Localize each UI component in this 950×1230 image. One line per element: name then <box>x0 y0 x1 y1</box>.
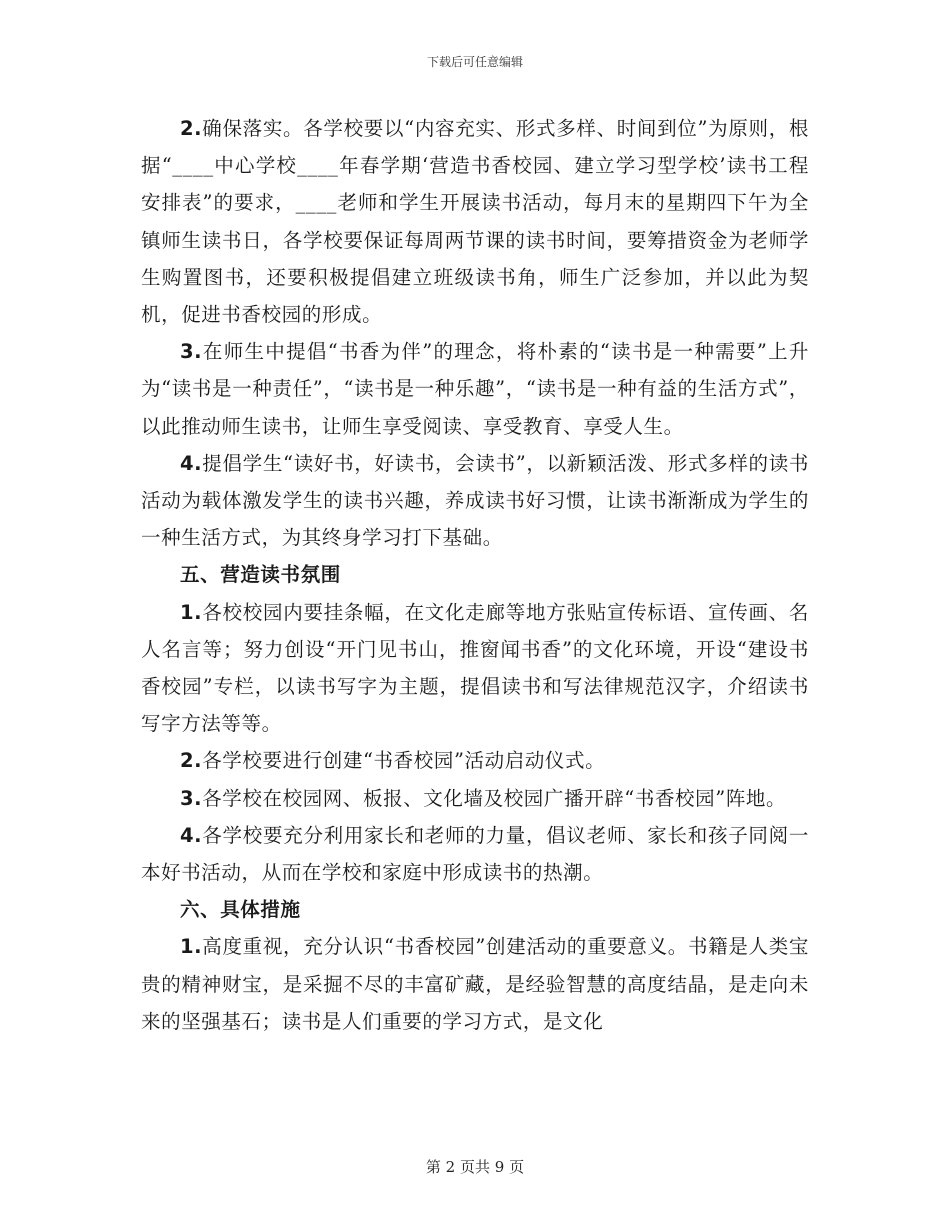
page-footer: 第 2 页共 9 页 <box>425 1158 525 1176</box>
paragraph <box>141 742 809 779</box>
section-heading: 五、营造读书氛围 <box>180 563 341 587</box>
item-number: 3. <box>180 786 203 810</box>
item-number: 4. <box>180 823 203 847</box>
paragraph-text: 各学校在校园网、板报、文化墙及校园广播开辟“书香校园”阵地。 <box>202 786 787 810</box>
paragraph-text: 高度重视，充分认识“书香校园”创建活动的重要意义。书籍是人类宝贵的精神财宝，是采掘不尽的丰富矿藏，是经验智慧的高度结晶，是走向未来的坚强基石；读书是人们重要的学习方式，是文化 <box>141 935 809 1033</box>
paragraph <box>141 445 809 557</box>
paragraph-text: 提倡学生“读好书，好读书，会读书”，以新颖活泼、形式多样的读书活动为载体激发学生的读书兴趣，养成读书好习惯，让读书渐渐成为学生的一种生活方式，为其终身学习打下基础。 <box>141 451 809 550</box>
item-number: 4. <box>180 451 203 475</box>
paragraph <box>141 780 809 817</box>
paragraph-text: 在师生中提倡“书香为伴”的理念，将朴素的“读书是一种需要”上升为“读书是一种责任”，“读书是一种乐趣”，“读书是一种有益的生活方式”，以此推动师生读书，让师生享受阅读、享受教育、享受人生。 <box>141 340 809 438</box>
paragraph <box>141 110 809 333</box>
item-number: 2. <box>180 749 203 773</box>
section-heading: 六、具体措施 <box>180 898 301 922</box>
paragraph-text: 确保落实。各学校要以“内容充实、形式多样、时间到位”为原则，根据“____中心学校____年春学期‘营造书香校园、建立学习型学校’读书工程安排表”的要求，____老师和学生开展读书活动，每月末的星期四下午为全镇师生读书日，各学校要保证每周两节课的读书时间，要筹措资金为老师学生购置图书，还要积极提倡建立班级读书角，师生广泛参加，并以此为契机，促进书香校园的形成。 <box>141 117 809 327</box>
paragraph-text: 各学校要充分利用家长和老师的力量，倡议老师、家长和孩子同阅一本好书活动，从而在学校和家庭中形成读书的热潮。 <box>141 823 809 885</box>
item-number: 3. <box>180 340 203 364</box>
paragraph <box>141 928 809 1040</box>
paragraph-text: 各学校要进行创建“书香校园”活动启动仪式。 <box>202 749 606 773</box>
item-number: 1. <box>180 600 203 624</box>
paragraph <box>141 333 809 445</box>
item-number: 2. <box>180 117 203 140</box>
paragraph-text: 各校校园内要挂条幅，在文化走廊等地方张贴宣传标语、宣传画、名人名言等；努力创设“开门见书山，推窗闻书香”的文化环境，开设“建设书香校园”专栏，以读书写字为主题，提倡读书和写法律规范汉字，介绍读书写字方法等等。 <box>141 600 809 736</box>
paragraph <box>141 817 809 891</box>
paragraph <box>141 594 809 743</box>
item-number: 1. <box>180 935 203 959</box>
page-header: 下载后可任意编辑 <box>426 55 523 69</box>
document-body <box>141 110 809 1040</box>
